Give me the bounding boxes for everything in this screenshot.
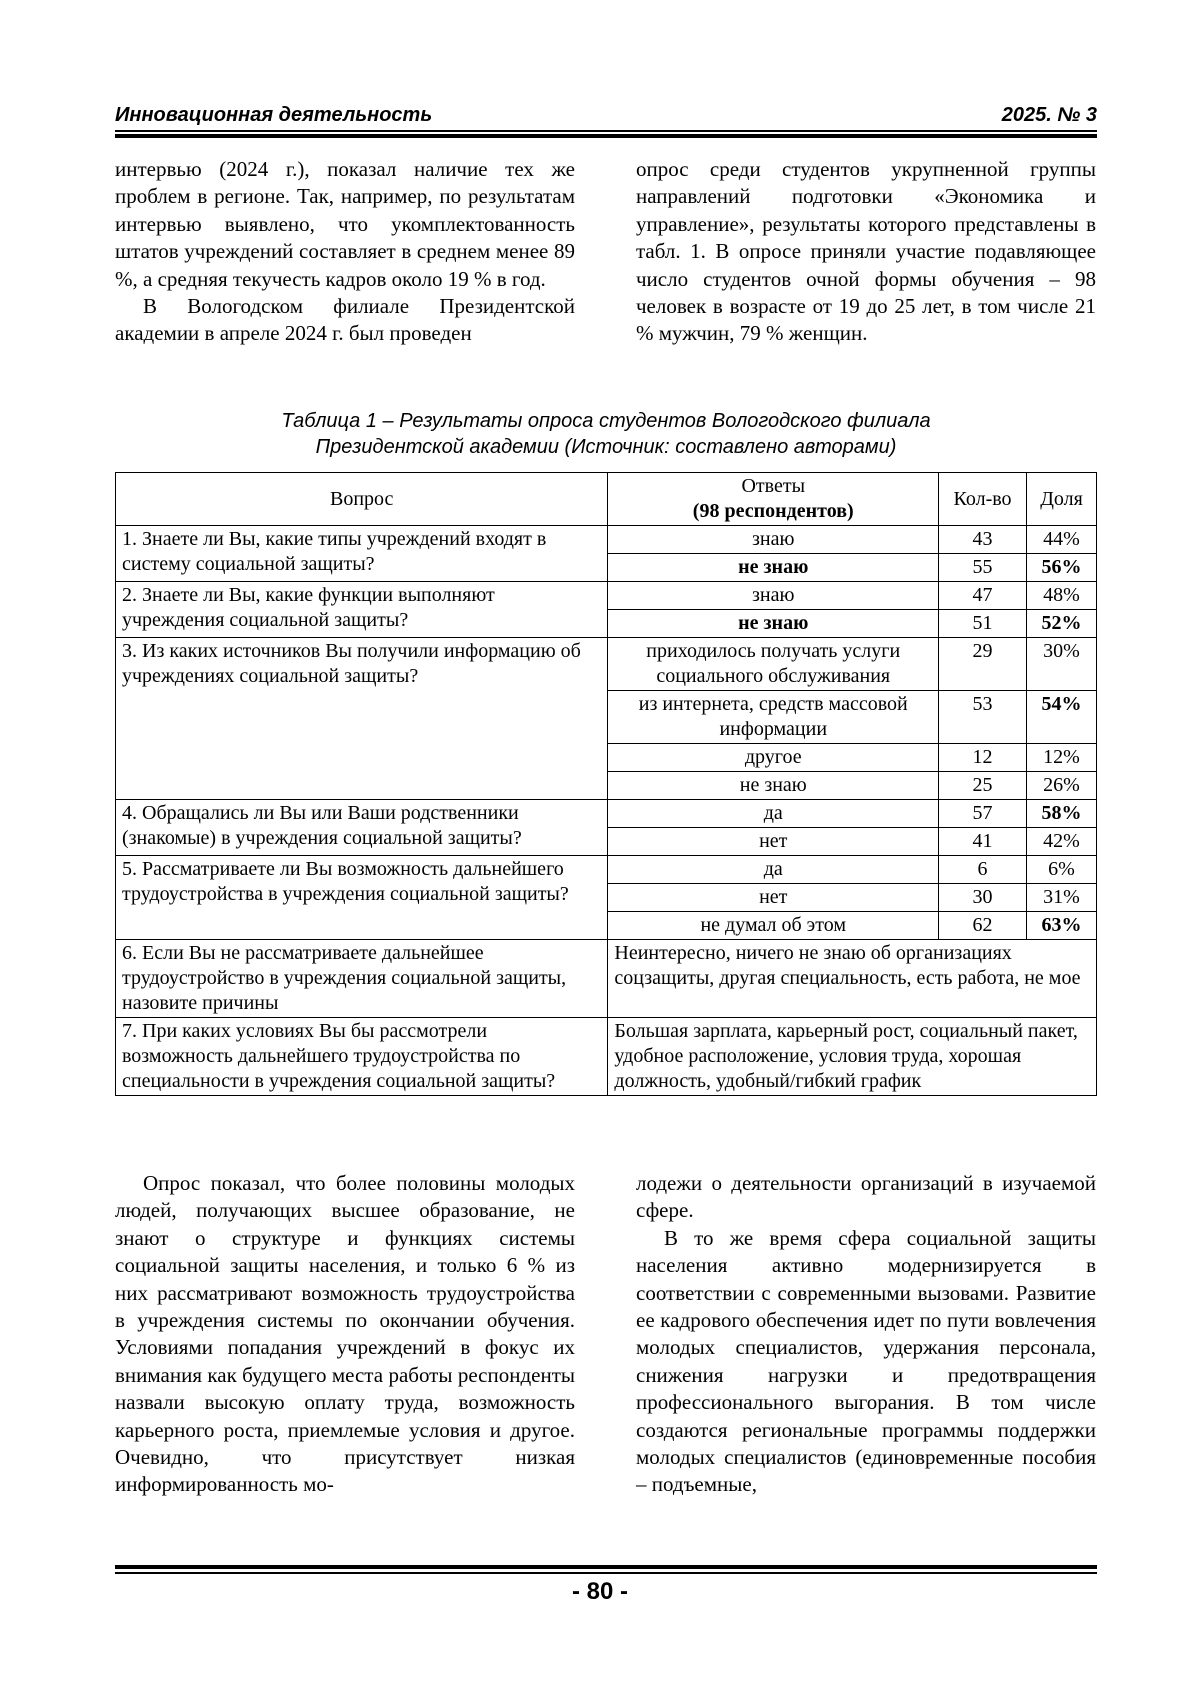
count-cell: 43 — [939, 526, 1027, 554]
paragraph: интервью (2024 г.), показал наличие тех же проблем в регионе. Так, например, по результатам интервью выявлено, что укомплектованность штатов учреждений составляет в среднем менее 89 %, а средняя текучесть кадров около 19 % в год. — [115, 157, 575, 291]
table-row — [116, 800, 1097, 828]
page-number: - 80 - — [571, 1578, 628, 1605]
share-cell: 63% — [1027, 912, 1097, 940]
count-cell: 30 — [939, 884, 1027, 912]
paragraph: опрос среди студентов укрупненной группы направлений подготовки «Экономика и управление», результаты которого представлены в табл. 1. В опросе приняли участие подавляющее число студентов очной формы обучения – 98 человек в возрасте от 19 до 25 лет, в том числе 21 % мужчин, 79 % женщин. — [636, 157, 1096, 346]
count-cell: 41 — [939, 828, 1027, 856]
share-cell: 12% — [1027, 744, 1097, 772]
question-cell: 1. Знаете ли Вы, какие типы учреждений входят в систему социальной защиты? — [116, 526, 608, 582]
journal-title: Инновационная деятельность — [115, 104, 433, 126]
footer-rule-thick — [115, 1565, 1097, 1569]
answer-cell: да — [608, 800, 939, 828]
count-cell: 12 — [939, 744, 1027, 772]
free-answer-cell: Неинтересно, ничего не знаю об организациях соцзащиты, другая специальность, есть работа, не мое — [608, 940, 1097, 1018]
header-question: Вопрос — [116, 473, 608, 526]
question-cell: 2. Знаете ли Вы, какие функции выполняют учреждения социальной защиты? — [116, 582, 608, 638]
question-cell: 4. Обращались ли Вы или Ваши родственники (знакомые) в учреждения социальной защиты? — [116, 800, 608, 856]
issue-number: 2025. № 3 — [1001, 104, 1097, 126]
table-row — [116, 526, 1097, 554]
free-answer-cell: Большая зарплата, карьерный рост, социальный пакет, удобное расположение, условия труда, хорошая должность, удобный/гибкий график — [608, 1018, 1097, 1096]
table-row — [116, 1018, 1097, 1096]
body-column-left-bottom — [115, 1170, 575, 1499]
share-cell: 31% — [1027, 884, 1097, 912]
header-answers — [608, 473, 939, 526]
answer-cell: не знаю — [608, 772, 939, 800]
answer-cell: нет — [608, 884, 939, 912]
answer-cell: приходилось получать услуги социального обслуживания — [608, 638, 939, 691]
header-rule-thick — [115, 134, 1097, 138]
share-cell: 44% — [1027, 526, 1097, 554]
table-row — [116, 940, 1097, 1018]
answer-cell: знаю — [608, 526, 939, 554]
paragraph: В то же время сфера социальной защиты населения активно модернизируется в соответствии с современными вызовами. Развитие ее кадрового обеспечения идет по пути вовлечения молодых специалистов, удержания персонала, снижения нагрузки и предотвращения профессионального выгорания. В том числе создаются региональные программы поддержки молодых специалистов (единовременные пособия – подъемные, — [636, 1225, 1096, 1497]
question-cell: 5. Рассматриваете ли Вы возможность дальнейшего трудоустройства в учреждения социальной защиты? — [116, 856, 608, 940]
share-cell: 48% — [1027, 582, 1097, 610]
share-cell: 52% — [1027, 610, 1097, 638]
body-column-left-top — [115, 156, 575, 348]
share-cell: 26% — [1027, 772, 1097, 800]
body-column-right-bottom — [636, 1170, 1096, 1499]
header-share: Доля — [1027, 473, 1097, 526]
share-cell: 58% — [1027, 800, 1097, 828]
answer-cell: не думал об этом — [608, 912, 939, 940]
answer-cell: другое — [608, 744, 939, 772]
count-cell: 51 — [939, 610, 1027, 638]
table-caption-line: Президентской академии (Источник: составлено авторами) — [315, 436, 897, 458]
question-cell: 3. Из каких источников Вы получили информацию об учреждениях социальной защиты? — [116, 638, 608, 800]
running-header — [115, 100, 1097, 130]
table-row — [116, 582, 1097, 610]
count-cell: 6 — [939, 856, 1027, 884]
table-row — [116, 856, 1097, 884]
share-cell: 56% — [1027, 554, 1097, 582]
table-row — [116, 638, 1097, 691]
body-column-right-top — [636, 156, 1096, 348]
paragraph: лодежи о деятельности организаций в изучаемой сфере. — [636, 1171, 1096, 1223]
answer-cell: не знаю — [608, 554, 939, 582]
count-cell: 47 — [939, 582, 1027, 610]
header-answers-label: Ответы — [741, 475, 806, 497]
table-caption — [115, 408, 1097, 460]
answer-cell: из интернета, средств массовой информации — [608, 691, 939, 744]
header-rule-thin — [115, 130, 1097, 132]
table-caption-line: Таблица 1 – Результаты опроса студентов Вологодского филиала — [281, 410, 931, 432]
answer-cell: не знаю — [608, 610, 939, 638]
count-cell: 25 — [939, 772, 1027, 800]
answer-cell: нет — [608, 828, 939, 856]
paragraph: В Вологодском филиале Президентской академии в апреле 2024 г. был проведен — [115, 294, 575, 346]
count-cell: 55 — [939, 554, 1027, 582]
answer-cell: знаю — [608, 582, 939, 610]
share-cell: 30% — [1027, 638, 1097, 691]
answer-cell: да — [608, 856, 939, 884]
share-cell: 54% — [1027, 691, 1097, 744]
count-cell: 62 — [939, 912, 1027, 940]
count-cell: 53 — [939, 691, 1027, 744]
header-respondents: (98 респондентов) — [692, 500, 854, 522]
header-count: Кол-во — [939, 473, 1027, 526]
count-cell: 57 — [939, 800, 1027, 828]
table-header-row — [116, 473, 1097, 526]
share-cell: 6% — [1027, 856, 1097, 884]
share-cell: 42% — [1027, 828, 1097, 856]
question-cell: 7. При каких условиях Вы бы рассмотрели возможность дальнейшего трудоустройства по специальности в учреждения социальной защиты? — [116, 1018, 608, 1096]
survey-results-table — [115, 472, 1097, 1096]
paragraph: Опрос показал, что более половины молодых людей, получающих высшее образование, не знают о структуре и функциях системы социальной защиты населения, и только 6 % из них рассматривают возможность трудоустройства в учреждения системы по окончании обучения. Условиями попадания учреждений в фокус их внимания как будущего места работы респонденты назвали высокую оплату труда, возможность карьерного роста, приемлемые условия и другое. Очевидно, что присутствует низкая информированность мо- — [115, 1171, 575, 1497]
count-cell: 29 — [939, 638, 1027, 691]
footer-rule-thin — [115, 1572, 1097, 1574]
question-cell: 6. Если Вы не рассматриваете дальнейшее трудоустройство в учреждения социальной защиты, назовите причины — [116, 940, 608, 1018]
